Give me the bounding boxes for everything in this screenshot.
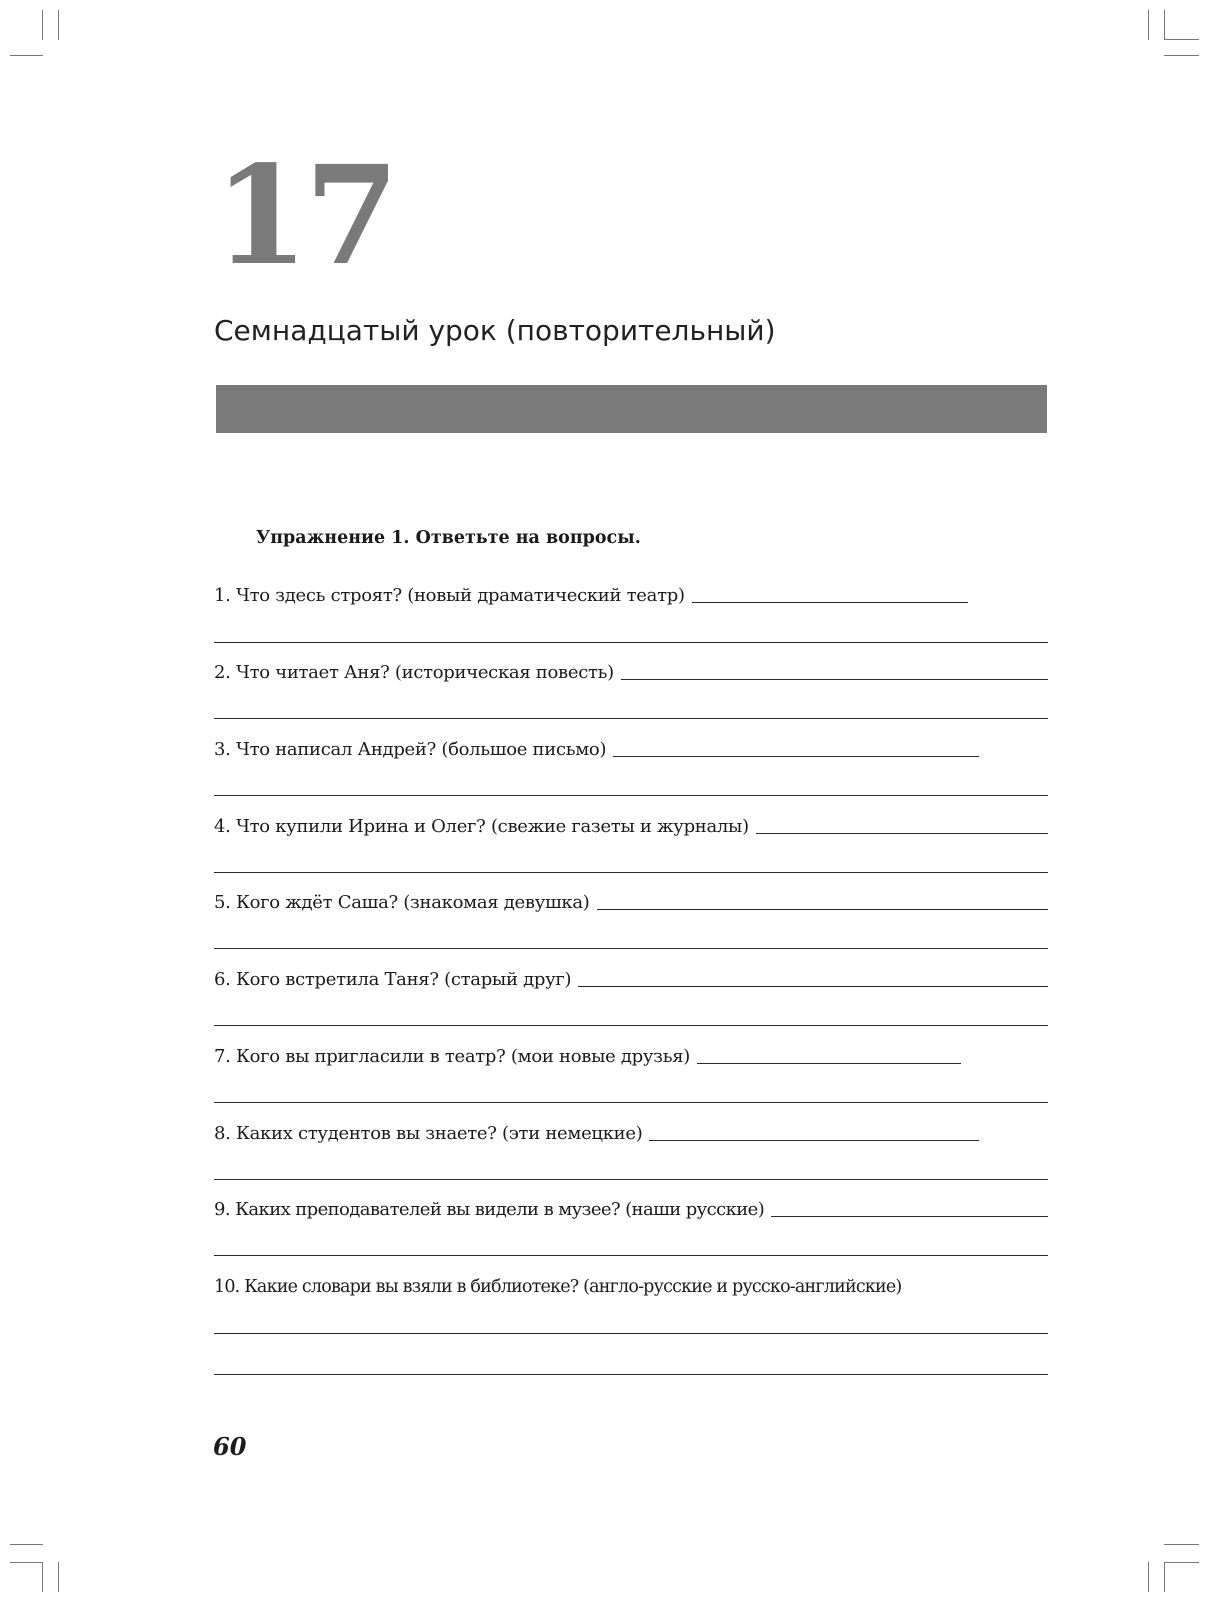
crop-mark <box>10 55 43 56</box>
question-text: 7. Кого вы пригласили в театр? (мои новые друзья) <box>214 1046 690 1068</box>
exercise-heading: Упражнение 1. Ответьте на вопросы. <box>256 528 641 548</box>
question-row <box>214 656 1048 684</box>
crop-mark <box>1148 1562 1149 1592</box>
crop-mark <box>10 1562 43 1563</box>
question-row <box>214 733 1048 761</box>
answer-blank[interactable] <box>578 986 1048 987</box>
answer-line[interactable] <box>214 1179 1048 1180</box>
crop-mark <box>58 10 59 40</box>
answer-blank[interactable] <box>621 679 1048 680</box>
answer-line[interactable] <box>214 872 1048 873</box>
question-row <box>214 1040 1048 1068</box>
question-row <box>214 1270 1048 1298</box>
answer-blank[interactable] <box>697 1063 961 1064</box>
answer-line[interactable] <box>214 1255 1048 1256</box>
question-text: 1. Что здесь строят? (новый драматический театр) <box>214 585 685 607</box>
answer-blank[interactable] <box>649 1140 979 1141</box>
crop-mark <box>1164 10 1165 40</box>
answer-line[interactable] <box>214 1102 1048 1103</box>
page-number: 60 <box>213 1432 247 1461</box>
answer-blank[interactable] <box>613 756 979 757</box>
chapter-title: Семнадцатый урок (повторительный) <box>214 314 776 347</box>
question-text: 3. Что написал Андрей? (большое письмо) <box>214 739 607 761</box>
title-band <box>216 385 1047 433</box>
answer-line[interactable] <box>214 642 1048 643</box>
question-text: 8. Каких студентов вы знаете? (эти немецкие) <box>214 1123 643 1145</box>
crop-mark <box>1164 1544 1199 1545</box>
question-row <box>214 810 1048 838</box>
question-text: 10. Какие словари вы взяли в библиотеке? (англо-русские и русско-английские) <box>214 1277 902 1297</box>
answer-line[interactable] <box>214 1374 1048 1375</box>
question-text: 6. Кого встретила Таня? (старый друг) <box>214 969 572 991</box>
answer-blank[interactable] <box>771 1216 1048 1217</box>
question-row <box>214 1117 1048 1145</box>
question-text: 4. Что купили Ирина и Олег? (свежие газеты и журналы) <box>214 816 749 838</box>
question-row <box>214 963 1048 991</box>
crop-mark <box>1164 39 1199 40</box>
answer-line[interactable] <box>214 1333 1048 1334</box>
question-text: 2. Что читает Аня? (историческая повесть) <box>214 662 614 684</box>
answer-line[interactable] <box>214 948 1048 949</box>
answer-line[interactable] <box>214 1025 1048 1026</box>
crop-mark <box>1164 1562 1165 1592</box>
crop-mark <box>10 1544 43 1545</box>
crop-mark <box>1164 1562 1199 1563</box>
crop-mark <box>42 10 43 40</box>
answer-line[interactable] <box>214 795 1048 796</box>
answer-blank[interactable] <box>756 833 1048 834</box>
chapter-number: 17 <box>214 136 396 296</box>
crop-mark <box>1164 55 1199 56</box>
question-row <box>214 886 1048 914</box>
crop-mark <box>42 1562 43 1592</box>
crop-mark <box>58 1562 59 1592</box>
answer-blank[interactable] <box>692 602 968 603</box>
crop-mark <box>1148 10 1149 40</box>
answer-line[interactable] <box>214 718 1048 719</box>
question-text: 5. Кого ждёт Саша? (знакомая девушка) <box>214 892 590 914</box>
question-row <box>214 579 1048 607</box>
answer-blank[interactable] <box>597 909 1048 910</box>
question-text: 9. Каких преподавателей вы видели в музее? (наши русские) <box>214 1199 765 1221</box>
question-row <box>214 1193 1048 1221</box>
